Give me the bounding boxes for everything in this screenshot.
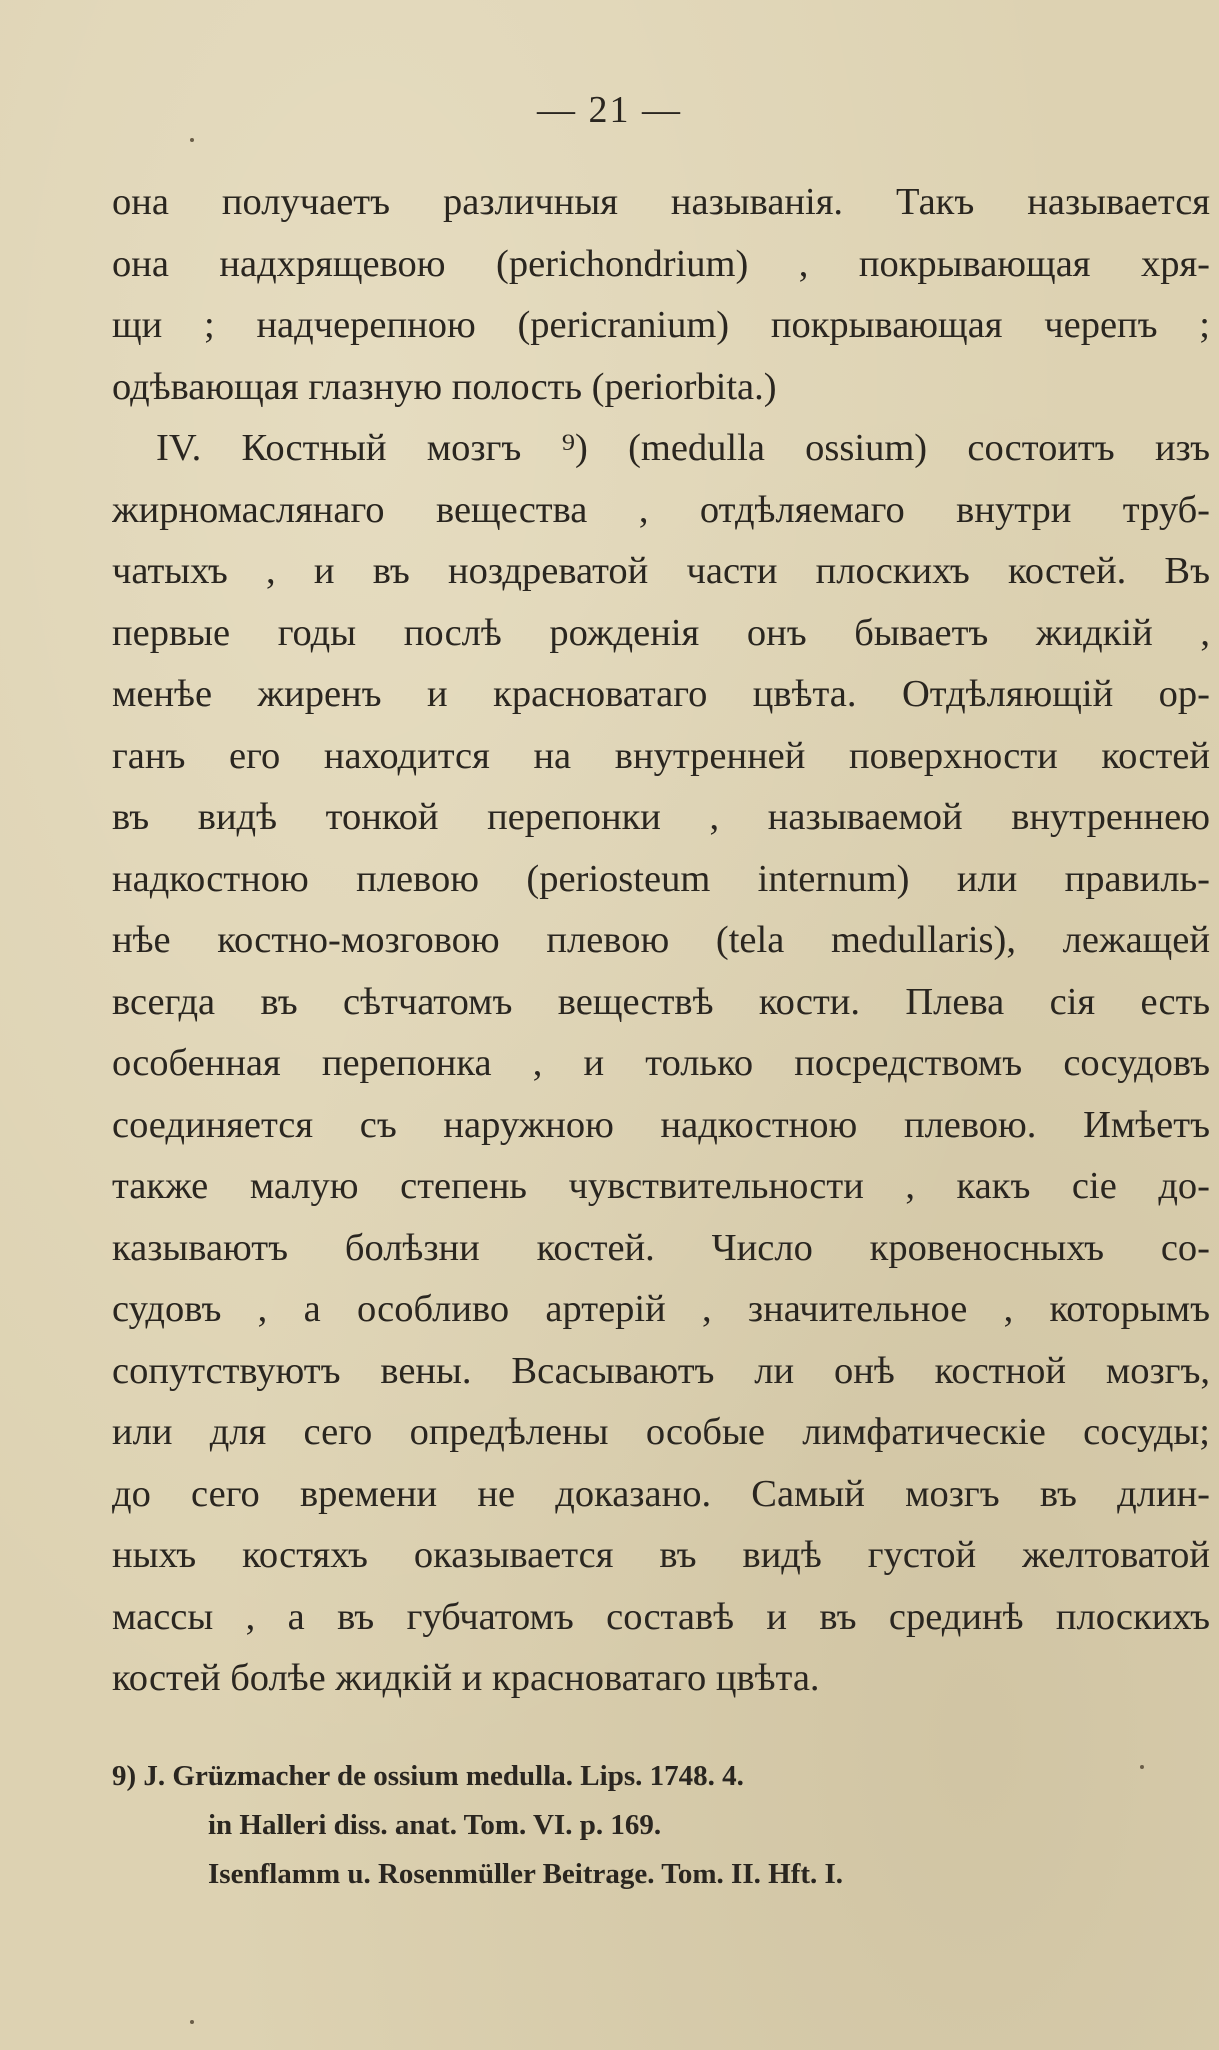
footnotes	[112, 1752, 1112, 1899]
text-line: нѣе костно-мозговою плевою (tela medullaris), лежащей	[112, 919, 1210, 961]
text-line: щи ; надчерепною (pericranium) покрывающая черепъ ;	[112, 304, 1210, 346]
text-line: также малую степень чувствительности , какъ сіе до-	[112, 1165, 1210, 1207]
text-line: казываютъ болѣзни костей. Число кровеносныхъ со-	[112, 1226, 1210, 1269]
paper-speck	[190, 2020, 194, 2024]
text-line: костей болѣе жидкій и красноватаго цвѣта.	[112, 1657, 820, 1699]
body-text	[112, 172, 1210, 1710]
text-line: жирномаслянаго вещества , отдѣляемаго внутри труб-	[112, 488, 1210, 531]
text-line: одѣвающая глазную полость (periorbita.)	[112, 365, 777, 408]
text-line: особенная перепонка , и только посредствомъ сосудовъ	[112, 1042, 1210, 1084]
footnote-text: J. Grüzmacher de ossium medulla. Lips. 1748. 4.	[143, 1760, 744, 1792]
text-line: массы , а въ губчатомъ составѣ и въ срединѣ плоскихъ	[112, 1595, 1210, 1638]
footnote-marker: 9)	[112, 1760, 137, 1792]
paper-speck	[1140, 1765, 1144, 1769]
text-line: надкостною плевою (periosteum internum) или правиль-	[112, 857, 1210, 900]
text-line: ганъ его находится на внутренней поверхности костей	[112, 734, 1210, 777]
text-line: судовъ , а особливо артерій , значительное , которымъ	[112, 1288, 1210, 1330]
text-line: или для сего опредѣлены особые лимфатическіе сосуды;	[112, 1411, 1210, 1453]
footnote-line: in Halleri diss. anat. Tom. VI. p. 169.	[208, 1809, 662, 1841]
paper-speck	[190, 138, 194, 142]
text-line: она получаетъ различныя называнія. Такъ называется	[112, 181, 1210, 223]
footnote-line: Isenflamm u. Rosenmüller Beitrage. Tom. II. Hft. I.	[208, 1858, 844, 1890]
text-line: менѣе жиренъ и красноватаго цвѣта. Отдѣляющій ор-	[112, 673, 1210, 715]
page-number: — 21 —	[537, 89, 682, 131]
text-line: до сего времени не доказано. Самый мозгъ въ длин-	[112, 1472, 1210, 1515]
text-line: въ видѣ тонкой перепонки , называемой внутреннею	[112, 796, 1210, 838]
text-line: первые годы послѣ рожденія онъ бываетъ жидкій ,	[112, 611, 1210, 654]
text-line: IV. Костный мозгъ ⁹) (medulla ossium) состоитъ изъ	[156, 427, 1210, 469]
footnote-line	[112, 1752, 1112, 1801]
text-line: соединяется съ наружною надкостною плевою. Имѣетъ	[112, 1103, 1210, 1146]
text-line: ныхъ костяхъ оказывается въ видѣ густой желтоватой	[112, 1534, 1210, 1576]
text-line: чатыхъ , и въ ноздреватой части плоскихъ костей. Въ	[112, 550, 1210, 592]
text-line: она надхрящевою (perichondrium) , покрывающая хря-	[112, 242, 1210, 285]
text-line: всегда въ сѣтчатомъ веществѣ кости. Плева сія есть	[112, 980, 1210, 1023]
text-line: сопутствуютъ вены. Всасываютъ ли онѣ костной мозгъ,	[112, 1349, 1210, 1392]
